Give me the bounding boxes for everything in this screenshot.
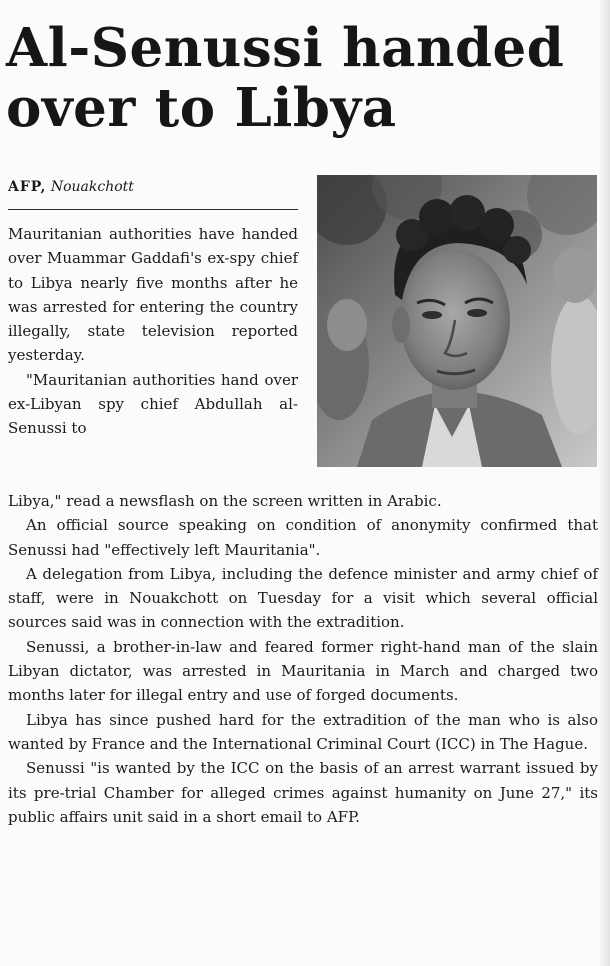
paragraph-4: A delegation from Libya, including the defence minister and army chief of staff, were in Nouakchott on Tuesday for a visit which several official sources said was in connection with the extradition.: [8, 564, 598, 632]
byline-dateline: Nouakchott: [50, 179, 134, 195]
article-body-column: [8, 222, 298, 441]
paragraph-3: An official source speaking on condition of anonymity confirmed that Senussi had "effectively left Mauritania".: [8, 516, 598, 559]
page-edge-shadow: [598, 0, 610, 966]
paragraph-1: Mauritanian authorities have handed over Muammar Gaddafi's ex-spy chief to Libya nearly five months after he was arrested for entering the country illegally, state television reported yesterday.: [8, 225, 298, 365]
portrait-photo-icon: [317, 175, 597, 467]
paragraph-2-continued: Libya," read a newsflash on the screen written in Arabic.: [8, 492, 442, 510]
byline-agency: AFP,: [8, 179, 47, 195]
byline: [8, 177, 134, 197]
paragraph-6: Libya has since pushed hard for the extradition of the man who is also wanted by France and the International Criminal Court (ICC) in The Hague.: [8, 710, 598, 753]
article-body: [8, 489, 598, 829]
portrait-photo: [317, 175, 597, 467]
headline: [6, 18, 604, 138]
paragraph-2: "Mauritanian authorities hand over ex-Libyan spy chief Abdullah al-Senussi to: [8, 370, 298, 438]
byline-divider: [8, 209, 298, 210]
paragraph-7: Senussi "is wanted by the ICC on the basis of an arrest warrant issued by its pre-trial Chamber for alleged crimes against humanity on June 27," its public affairs unit said in a short email to AFP.: [8, 759, 598, 826]
headline-line-2: over to Libya: [6, 77, 397, 139]
headline-line-1: Al-Senussi handed: [6, 17, 565, 79]
paragraph-5: Senussi, a brother-in-law and feared former right-hand man of the slain Libyan dictator, was arrested in Mauritania in March and charged two months later for illegal entry and use of forged documents.: [8, 637, 598, 705]
